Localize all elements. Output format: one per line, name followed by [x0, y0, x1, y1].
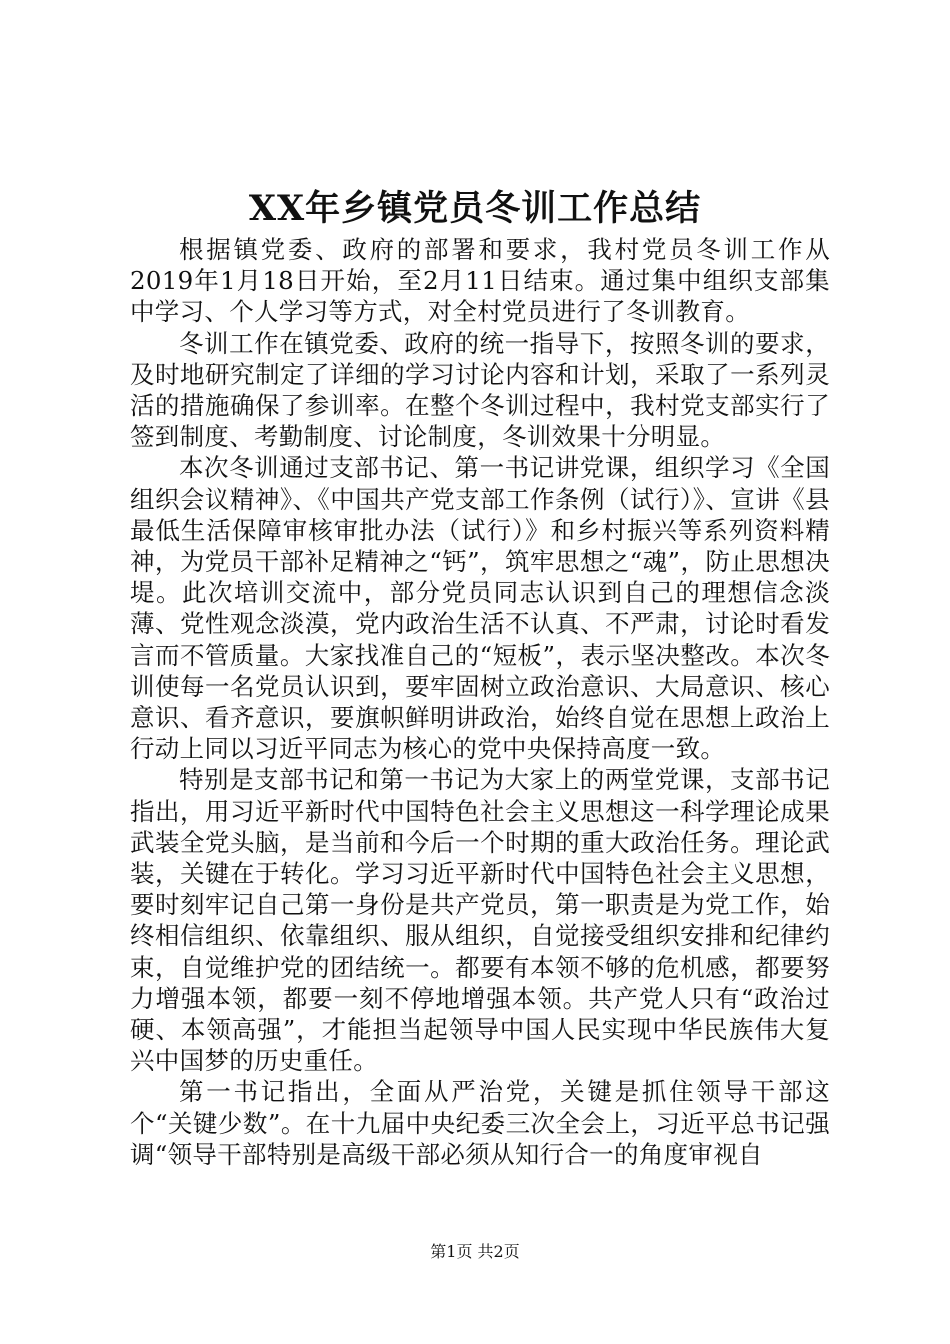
paragraph: 特别是支部书记和第一书记为大家上的两堂党课，支部书记指出，用习近平新时代中国特色社会主义思想这一科学理论成果武装全党头脑，是当前和今后一个时期的重大政治任务。理论武装，关键在于转化。学习习近平新时代中国特色社会主义思想，要时刻牢记自己第一身份是共产党员，第一职责是为党工作，始终相信组织、依靠组织、服从组织，自觉接受组织安排和纪律约束，自觉维护党的团结统一。都要有本领不够的危机感，都要努力增强本领，都要一刻不停地增强本领。共产党人只有“政治过硬、本领高强”，才能担当起领导中国人民实现中华民族伟大复兴中国梦的历史重任。	[130, 765, 830, 1076]
paragraph: 第一书记指出，全面从严治党，关键是抓住领导干部这个“关键少数”。在十九届中央纪委三次全会上，习近平总书记强调“领导干部特别是高级干部必须从知行合一的角度审视自	[130, 1077, 830, 1169]
paragraph: 根据镇党委、政府的部署和要求，我村党员冬训工作从2019年1月18日开始，至2月11日结束。通过集中组织支部集中学习、个人学习等方式，对全村党员进行了冬训教育。	[130, 235, 830, 327]
document-title: XX年乡镇党员冬训工作总结	[248, 188, 702, 229]
document-body	[130, 234, 830, 1170]
paragraph: 冬训工作在镇党委、政府的统一指导下，按照冬训的要求，及时地研究制定了详细的学习讨论内容和计划，采取了一系列灵活的措施确保了参训率。在整个冬训过程中，我村党支部实行了签到制度、考勤制度、讨论制度，冬训效果十分明显。	[130, 328, 830, 452]
paragraph: 本次冬训通过支部书记、第一书记讲党课，组织学习《全国组织会议精神》、《中国共产党支部工作条例（试行）》、宣讲《县最低生活保障审核审批办法（试行）》和乡村振兴等系列资料精神，为党员干部补足精神之“钙”，筑牢思想之“魂”，防止思想决堤。此次培训交流中，部分党员同志认识到自己的理想信念淡薄、党性观念淡漠，党内政治生活不认真、不严肃，讨论时看发言而不管质量。大家找准自己的“短板”，表示坚决整改。本次冬训使每一名党员认识到，要牢固树立政治意识、大局意识、核心意识、看齐意识，要旗帜鲜明讲政治，始终自觉在思想上政治上行动上同以习近平同志为核心的党中央保持高度一致。	[130, 453, 830, 764]
page-footer: 第1页 共2页	[430, 1242, 520, 1261]
